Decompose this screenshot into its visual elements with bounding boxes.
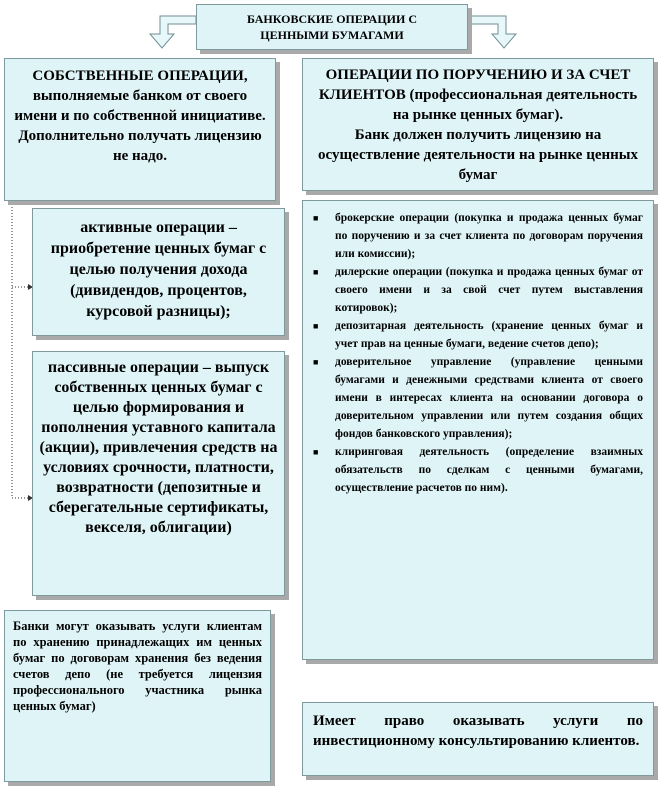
service-item-depository: ■ депозитарная деятельность (хранение ценных бумаг и учет прав на ценные бумаги, ведение счетов депо); [311, 317, 643, 353]
bullet-icon: ■ [313, 213, 319, 223]
consulting-note-text: Имеет право оказывать услуги по инвестиционному консультированию клиентов. [313, 713, 643, 749]
title-line-2: ЦЕННЫМИ БУМАГАМИ [260, 28, 404, 42]
service-item-dealer: ■ дилерские операции (покупка и продажа ценных бумаг от своего имени и за свой счет путем выставления котировок); [311, 263, 643, 317]
service-item-clearing: ■ клиринговая деятельность (определение взаимных обязательств по сделкам с ценными бумагами, осуществление расчетов по ним). [311, 443, 643, 497]
title-line-1: БАНКОВСКИЕ ОПЕРАЦИИ С [246, 12, 418, 26]
own-operations-heading: СОБСТВЕННЫЕ ОПЕРАЦИИ, [32, 68, 248, 84]
consulting-note-box [302, 702, 654, 776]
client-operations-heading: ОПЕРАЦИИ ПО ПОРУЧЕНИЮ И ЗА СЧЕТ КЛИЕНТОВ [318, 67, 631, 103]
active-operations-term: активные операции [80, 219, 225, 236]
own-operations-box [4, 58, 276, 201]
client-operations-box [302, 58, 654, 191]
bullet-icon: ■ [313, 447, 319, 457]
storage-note-text: Банки могут оказывать услуги клиентам по хранению принадлежащих им ценных бумаг по договорам хранения без ведения счетов депо (не требуется лицензия профессионального участника рынка ценных бумаг) [13, 619, 262, 713]
service-item-trust-management: ■ доверительное управление (управление ценными бумагами и денежными средствами клиента от своего имени в интересах клиента на основании договора о доверительном управлении или путем создания общих фондов банковского управления); [311, 353, 643, 443]
left-down-arrow [150, 16, 196, 48]
storage-note-box [4, 610, 271, 782]
client-operations-text: (профессиональная деятельность на рынке ценных бумаг). [392, 87, 638, 123]
service-item-brokerage: ■ брокерские операции (покупка и продажа ценных бумаг по поручению и за счет клиента по договорам поручения или комиссии); [311, 209, 643, 263]
right-down-arrow [468, 16, 516, 48]
active-operations-text: – приобретение ценных бумаг с целью получения дохода (дивидендов, процентов, курсовой разницы); [50, 219, 267, 320]
client-operations-note: Банк должен получить лицензию на осуществление деятельности на рынке ценных бумаг [317, 127, 639, 183]
services-list [311, 209, 643, 497]
professional-services-box [302, 200, 654, 660]
bullet-icon: ■ [313, 357, 319, 367]
passive-operations-box [32, 351, 285, 596]
passive-operations-text: – выпуск собственных ценных бумаг с целью формирования и пополнения уставного капитала (акции), привлечения средств на условиях срочности, платности, возвратности (депозитные и сберегательные сертификаты, векселя, облигации) [39, 359, 278, 536]
passive-operations-term: пассивные операции [47, 359, 199, 376]
bullet-icon: ■ [313, 267, 319, 277]
own-operations-text: выполняемые банком от своего имени и по собственной инициативе. [14, 88, 266, 124]
own-operations-note: Дополнительно получать лицензию не надо. [18, 128, 262, 164]
active-operations-box [32, 208, 285, 336]
bullet-icon: ■ [313, 321, 319, 331]
diagram-title [196, 4, 468, 50]
